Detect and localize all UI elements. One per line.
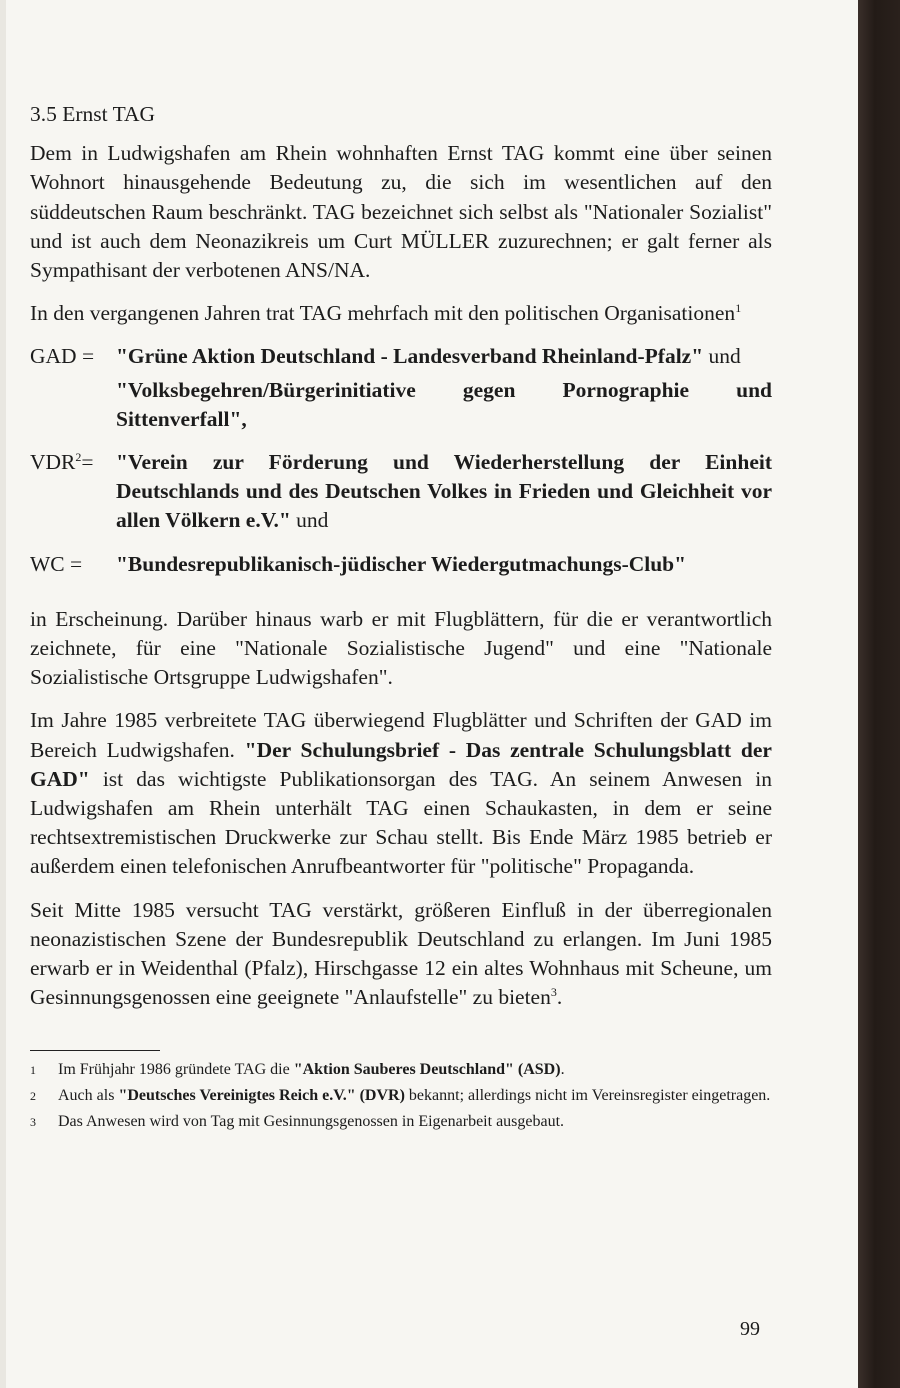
footnote-ref-3: 3	[550, 985, 557, 1000]
paragraph-4: Im Jahre 1985 verbreitete TAG überwiegend Flugblätter und Schriften der GAD im Bereich Ludwigshafen. "Der Schulungsbrief - Das zentrale Schulungsblatt der GAD" ist das wichtigste Publikationsorgan des TAG. An seinem Anwesen in Ludwigshafen am Rhein unterhält TAG einen Schaukasten, in dem er seine rechtsextremistischen Druckwerke zur Schau stellt. Bis Ende März 1985 betrieb er außerdem einen telefonischen Anrufbeantworter für "politische" Propaganda.	[30, 708, 772, 879]
footnote-2: 2 Auch als "Deutsches Vereinigtes Reich e.V." (DVR) bekannt; allerdings nicht im Vereinsregister eingetragen.	[30, 1087, 771, 1105]
org-definition: "Bundesrepublikanisch-jüdischer Wiedergutmachungs-Club"	[116, 551, 687, 576]
publication-title: "Der Schulungsbrief - Das zentrale Schulungsblatt der GAD"	[30, 737, 772, 791]
footnote-1: 1 Im Frühjahr 1986 gründete TAG die "Aktion Sauberes Deutschland" (ASD).	[30, 1061, 565, 1079]
scan-dark-edge	[858, 0, 900, 1388]
footnote-ref-2: 2	[75, 450, 82, 465]
org-abbr: GAD =	[30, 344, 95, 369]
footnote-ref-1: 1	[735, 301, 742, 316]
paragraph-2: In den vergangenen Jahren trat TAG mehrfach mit den politischen Organisationen$^1$	[30, 301, 742, 326]
page-number: 99	[740, 1318, 760, 1340]
paragraph-3: in Erscheinung. Darüber hinaus warb er mit Flugblättern, für die er verantwortlich zeichnete, für eine "Nationale Sozialistische Jugend" und eine "Nationale Sozialistische Ortsgruppe Ludwigshafen".	[30, 606, 772, 690]
org-abbr: WC	[30, 551, 65, 576]
org-definition: "Grüne Aktion Deutschland - Landesverband Rheinland-Pfalz"	[116, 344, 704, 369]
org-definition: "Volksbegehren/Bürgerinitiative gegen Pornographie und Sittenverfall",	[116, 377, 772, 431]
org-definition: "Verein zur Förderung und Wiederherstellung der Einheit Deutschlands und des Deutschen Volkes in Frieden und Gleichheit vor allen Völkern e.V."	[116, 450, 772, 533]
org-abbr	[30, 376, 116, 434]
org-connector: und	[296, 508, 329, 533]
org-abbr: VDR	[30, 450, 76, 475]
scan-left-margin	[0, 0, 6, 1388]
org-connector: und	[708, 344, 741, 369]
footnote-3: 3 Das Anwesen wird von Tag mit Gesinnungsgenossen in Eigenarbeit ausgebaut.	[30, 1113, 565, 1131]
section-heading: 3.5 Ernst TAG	[30, 102, 156, 126]
org-volksbegehren	[30, 376, 772, 434]
org-vdr: $VDR^2=$ "Verein zur Förderung und Wiederherstellung der Einheit Deutschlands und des Deutschen Volkes in Frieden und Gleichheit vor allen Völkern e.V." und	[30, 450, 772, 533]
org-gad	[30, 342, 772, 371]
footnote-divider	[30, 1050, 160, 1051]
paragraph-1: Dem in Ludwigshafen am Rhein wohnhaften Ernst TAG kommt eine über seinen Wohnort hinausgehende Bedeutung zu, die sich im wesentlichen auf den süddeutschen Raum beschränkt. TAG bezeichnet sich selbst als "Nationaler Sozialist" und ist auch dem Neonazikreis um Curt MÜLLER zuzurechnen; er galt ferner als Sympathisant der verbotenen ANS/NA.	[30, 141, 772, 283]
org-wc: WC = "Bundesrepublikanisch-jüdischer Wiedergutmachungs-Club"	[30, 551, 687, 576]
paragraph-5: Seit Mitte 1985 versucht TAG verstärkt, größeren Einfluß in der überregionalen neonazistischen Szene der Bundesrepublik Deutschland zu erlangen. Im Juni 1985 erwarb er in Weidenthal (Pfalz), Hirschgasse 12 ein altes Wohnhaus mit Scheune, um Gesinnungsgenossen eine geeignete "Anlaufstelle" zu bieten$^3$.	[30, 897, 772, 1010]
document-page	[30, 96, 772, 1137]
